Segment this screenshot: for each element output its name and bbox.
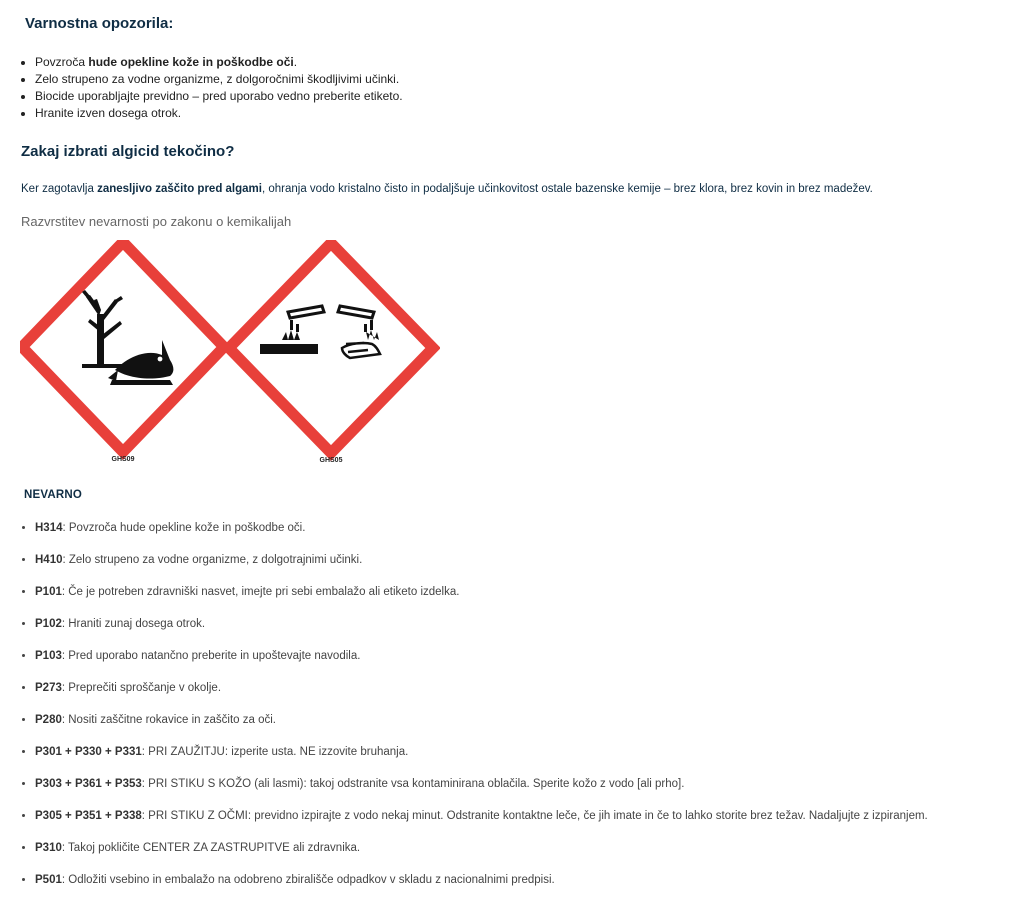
safety-title: Varnostna opozorila: <box>25 15 174 32</box>
list-item: • Hranite izven dosega otrok. <box>35 105 403 122</box>
ghs09-code: GHS09 <box>111 456 135 463</box>
hazard-statements <box>20 515 928 899</box>
list-item: • H410: Zelo strupeno za vodne organizme, z dolgotrajnimi učinki. <box>35 547 928 579</box>
list-item: • P501: Odložiti vsebino in embalažo na odobreno zbirališče odpadkov v skladu z nacionalnimi predpisi. <box>35 867 928 899</box>
corrosive-hazard-icon <box>229 243 433 464</box>
signal-word: NEVARNO <box>24 489 83 501</box>
classification-title: Razvrstitev nevarnosti po zakonu o kemikalijah <box>21 214 292 229</box>
list-item: • P305 + P351 + P338: PRI STIKU Z OČMI: previdno izpirajte z vodo nekaj minut. Odstranite kontaktne leče, če jih imate in če to lahko storite brez težav. Nadaljujte z izpiranjem. <box>35 803 928 835</box>
list-item: • P303 + P361 + P353: PRI STIKU S KOŽO (ali lasmi): takoj odstranite vsa kontaminirana oblačila. Sperite kožo z vodo [ali prho]. <box>35 771 928 803</box>
list-item: • P301 + P330 + P331: PRI ZAUŽITJU: izperite usta. NE izzovite bruhanja. <box>35 739 928 771</box>
list-item: • Zelo strupeno za vodne organizme, z dolgoročnimi škodljivimi učinki. <box>35 71 403 88</box>
list-item: • H314: Povzroča hude opekline kože in poškodbe oči. <box>35 515 928 547</box>
list-item: • Biocide uporabljajte previdno – pred uporabo vedno preberite etiketo. <box>35 88 403 105</box>
environment-hazard-icon <box>22 242 224 463</box>
list-item: • P103: Pred uporabo natančno preberite in upoštevajte navodila. <box>35 643 928 675</box>
ghs05-code: GHS05 <box>319 457 343 464</box>
list-item: • Povzroča hude opekline kože in poškodbe oči. <box>35 54 403 71</box>
list-item: • P101: Če je potreben zdravniški nasvet, imejte pri sebi embalažo ali etiketo izdelka. <box>35 579 928 611</box>
hazard-pictograms <box>20 240 440 468</box>
list-item: • P280: Nositi zaščitne rokavice in zaščito za oči. <box>35 707 928 739</box>
list-item: • P102: Hraniti zunaj dosega otrok. <box>35 611 928 643</box>
list-item: • P273: Preprečiti sproščanje v okolje. <box>35 675 928 707</box>
list-item: • P310: Takoj pokličite CENTER ZA ZASTRUPITVE ali zdravnika. <box>35 835 928 867</box>
why-title: Zakaj izbrati algicid tekočino? <box>21 143 235 160</box>
why-paragraph: Ker zagotavlja zanesljivo zaščito pred algami, ohranja vodo kristalno čisto in podaljšuje učinkovitost ostale bazenske kemije – brez klora, brez kovin in brez madežev. <box>21 183 873 195</box>
safety-list <box>20 54 403 122</box>
